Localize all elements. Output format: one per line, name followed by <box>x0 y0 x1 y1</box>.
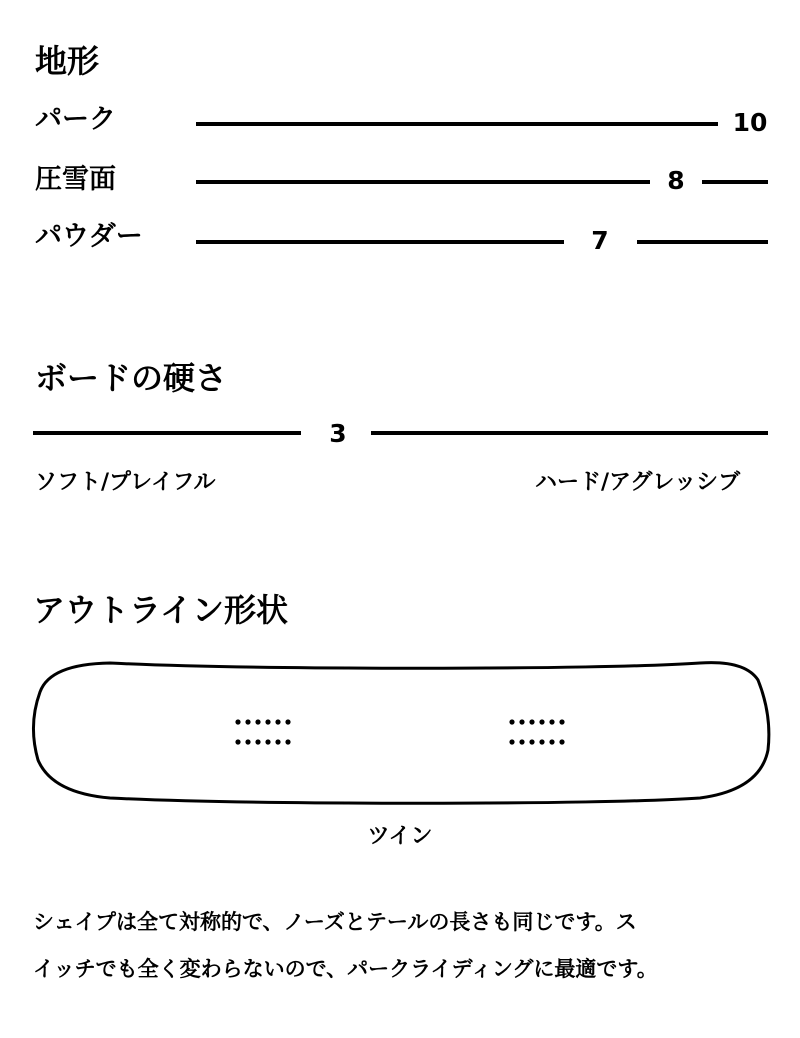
terrain-bar-park <box>196 122 718 126</box>
terrain-value-groomed: 8 <box>667 166 685 195</box>
terrain-bar-groomed-right <box>702 180 768 184</box>
terrain-heading: 地形 <box>35 42 100 80</box>
flex-soft-label: ソフト/プレイフル <box>35 470 216 495</box>
terrain-label-groomed: 圧雪面 <box>35 164 116 195</box>
terrain-label-park: パーク <box>35 104 116 135</box>
flex-value: 3 <box>329 419 347 448</box>
flex-bar-right <box>371 431 768 435</box>
flex-heading: ボードの硬さ <box>35 359 228 397</box>
flex-bar-left <box>33 431 301 435</box>
terrain-value-park: 10 <box>732 108 768 137</box>
outline-shape-label: ツイン <box>367 824 433 849</box>
description-line-2: イッチでも全く変わらないので、パークライディングに最適です。 <box>33 957 658 981</box>
terrain-label-powder: パウダー <box>35 221 143 252</box>
flex-hard-label: ハード/アグレッシブ <box>535 470 741 495</box>
terrain-bar-groomed-left <box>196 180 650 184</box>
board-outline-shape <box>33 663 768 804</box>
description-line-1: シェイプは全て対称的で、ノーズとテールの長さも同じです。ス <box>33 910 637 934</box>
outline-heading: アウトライン形状 <box>33 591 289 629</box>
board-outline-diagram <box>0 650 800 820</box>
terrain-value-powder: 7 <box>591 226 609 255</box>
terrain-bar-powder-right <box>637 240 768 244</box>
terrain-bar-powder-left <box>196 240 564 244</box>
